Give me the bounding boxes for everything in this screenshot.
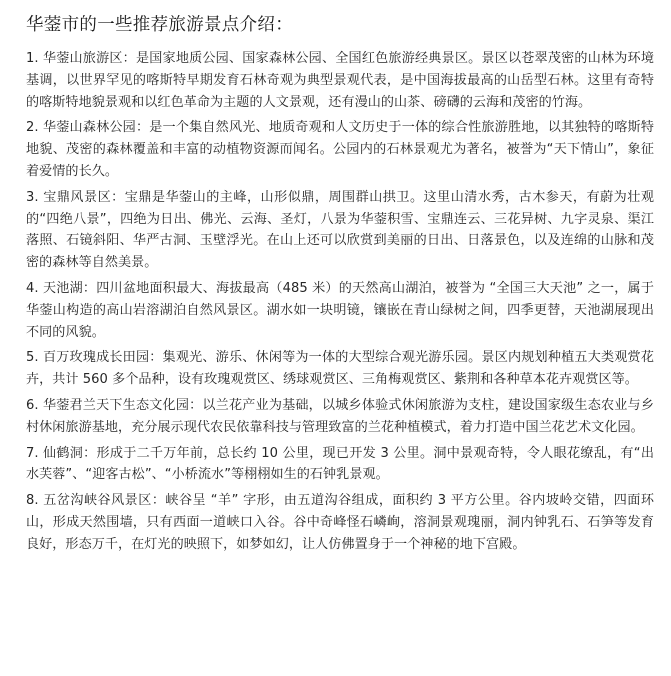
list-item-xianhe-cave: 7. 仙鹤洞：形成于二千万年前，总长约 10 公里，现已开发 3 公里。洞中景观奇特，令人眼花缭乱，有“出水芙蓉”、“迎客古松”、“小桥流水”等栩栩如生的石钟乳景观。 — [26, 445, 654, 483]
list-item-rose-garden: 5. 百万玫瑰成长田园：集观光、游乐、休闲等为一体的大型综合观光游乐园。景区内规划种植五大类观赏花卉，共计 560 多个品种，设有玫瑰观赏区、绣球观赏区、三角梅观赏区、紫荆和各种草本花卉观赏区等。 — [26, 350, 654, 388]
document-title: 华蓥市的一些推荐旅游景点介绍： — [26, 15, 293, 35]
list-item-baoding: 3. 宝鼎风景区：宝鼎是华蓥山的主峰，山形似鼎，周围群山拱卫。这里山清水秀，古木参天，有蔚为壮观的“四绝八景”，四绝为日出、佛光、云海、圣灯，八景为华蓥积雪、宝鼎连云、三花异树、九字灵泉、渠江落照、石镜斜阳、华严古洞、玉壁浮光。在山上还可以欣赏到美丽的日出、日落景色，以及连绵的山脉和茂密的森林等自然美景。 — [26, 189, 654, 271]
document — [26, 12, 654, 560]
list-item-tianchi-lake: 4. 天池湖：四川盆地面积最大、海拔最高（485 米）的天然高山湖泊，被誉为 “全国三大天池” 之一，属于华蓥山构造的高山岩溶湖泊自然风景区。湖水如一块明镜，镶嵌在青山绿树之间，四季更替，天池湖展现出不同的风貌。 — [26, 280, 654, 340]
list-item-forest-park: 2. 华蓥山森林公园：是一个集自然风光、地质奇观和人文历史于一体的综合性旅游胜地，以其独特的喀斯特地貌、茂密的森林覆盖和丰富的动植物资源而闻名。公园内的石林景观尤为著名，被誉为“天下情山”，象征着爱情的长久。 — [26, 120, 654, 179]
list-item-huaying-mountain: 1. 华蓥山旅游区：是国家地质公园、国家森林公园、全国红色旅游经典景区。景区以苍翠茂密的山林为环境基调，以世界罕见的喀斯特早期发育石林奇观为典型景观代表，是中国海拔最高的山岳型石林。这里有奇特的喀斯特地貌景观和以红色革命为主题的人文景观，还有漫山的山茶、磅礴的云海和茂密的竹海。 — [26, 51, 654, 110]
list-item-wuchagou-canyon: 8. 五岔沟峡谷风景区：峡谷呈 “羊” 字形，由五道沟谷组成，面积约 3 平方公里。谷内坡岭交错，四面环山，形成天然围墙，只有西面一道峡口入谷。谷中奇峰怪石嶙峋，溶洞景观瑰丽，洞内钟乳石、石笋等发育良好，形态万千，在灯光的映照下，如梦如幻，让人仿佛置身于一个神秘的地下宫殿。 — [26, 493, 654, 552]
list-item-orchid-park: 6. 华蓥君兰天下生态文化园：以兰花产业为基础，以城乡体验式休闲旅游为支柱，建设国家级生态农业与乡村休闲旅游基地，充分展示现代农民依靠科技与管理致富的兰花种植模式，着力打造中国兰花艺术文化园。 — [26, 397, 654, 435]
